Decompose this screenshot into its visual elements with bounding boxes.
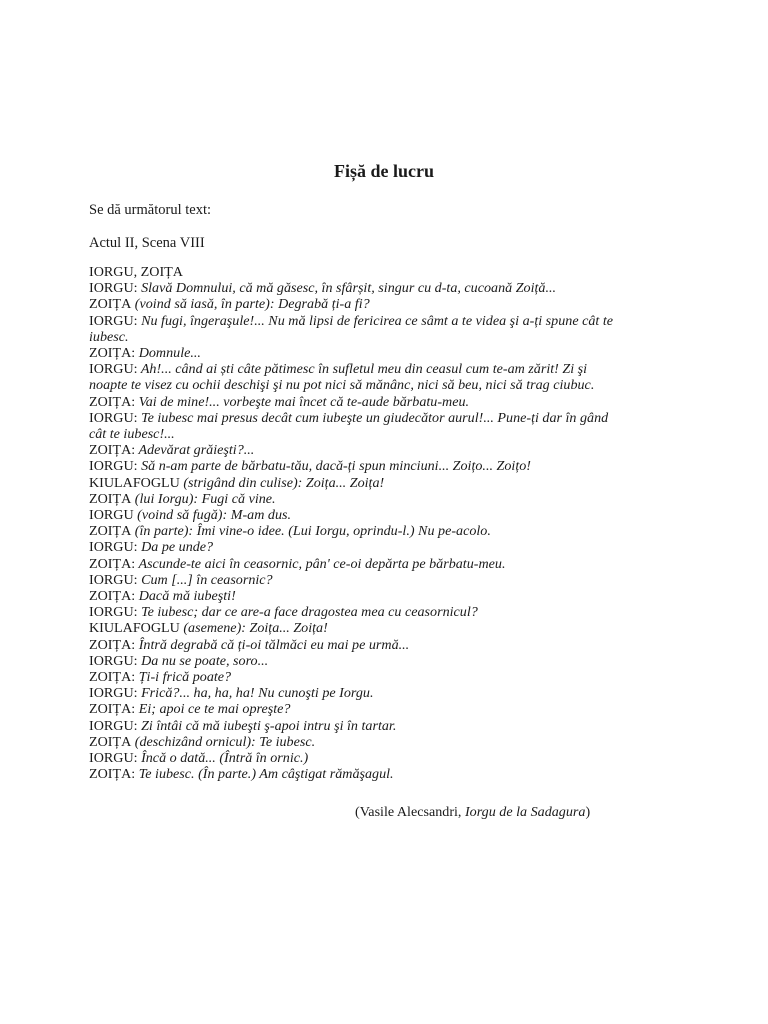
- dialogue-line: [89, 620, 619, 636]
- dialogue-line: [89, 604, 619, 620]
- speaker-name: IORGU:: [89, 717, 138, 734]
- citation-work-title: Iorgu de la Sadagura: [464, 804, 586, 820]
- line-text: Zi întâi că mă iubeşti ş-apoi intru şi în tartar.: [137, 717, 397, 734]
- dialogue-line: [89, 523, 619, 539]
- speaker-name: IORGU:: [89, 571, 138, 588]
- dialogue-line: [89, 572, 619, 588]
- line-text: Să n-am parte de bărbatu-tău, dacă-ți spun minciuni... Zoițo... Zoițo!: [137, 458, 531, 475]
- speaker-name: IORGU:: [89, 604, 138, 621]
- dialogue-line: [89, 491, 619, 507]
- line-text: (voind să fugă): M-am dus.: [133, 507, 291, 524]
- speaker-name: ZOIȚA:: [89, 393, 136, 410]
- speaker-name: ZOIȚA:: [89, 636, 136, 653]
- speaker-name: IORGU:: [89, 361, 138, 378]
- line-text: (strigând din culise): Zoița... Zoița!: [179, 474, 385, 491]
- dialogue-line: [89, 264, 619, 280]
- line-text: Da pe unde?: [137, 539, 214, 556]
- speaker-name: ZOIȚA:: [89, 588, 136, 605]
- dialogue-line: [89, 442, 619, 458]
- dialogue-line: [89, 556, 619, 572]
- speaker-name: IORGU:: [89, 458, 138, 475]
- dialogue-line: [89, 361, 619, 393]
- dialogue-line: [89, 701, 619, 717]
- line-text: Frică?... ha, ha, ha! Nu cunoşti pe Iorgu.: [137, 685, 374, 702]
- speaker-name: ZOIȚA: [89, 490, 132, 507]
- speaker-name: IORGU, ZOIȚA: [89, 264, 183, 280]
- citation-close: ): [585, 804, 591, 820]
- dialogue-line: [89, 458, 619, 474]
- speaker-name: IORGU:: [89, 750, 138, 767]
- line-text: Adevărat grăieşti?...: [135, 442, 255, 459]
- line-text: Cum [...] în ceasornic?: [137, 571, 273, 588]
- dialogue-line: [89, 669, 619, 685]
- dialogue-line: [89, 766, 619, 782]
- speaker-name: ZOIȚA:: [89, 701, 136, 718]
- speaker-name: IORGU:: [89, 652, 138, 669]
- speaker-name: ZOIȚA:: [89, 766, 136, 783]
- speaker-name: IORGU:: [89, 539, 138, 556]
- dialogue-line: [89, 475, 619, 491]
- speaker-name: ZOIȚA: [89, 523, 132, 540]
- line-text: (în parte): Îmi vine-o idee. (Lui Iorgu, oprindu-l.) Nu pe-acolo.: [131, 523, 491, 540]
- line-text: Da nu se poate, soro...: [137, 652, 269, 669]
- page-title: Fișă de lucru: [333, 161, 434, 181]
- line-text: (asemene): Zoița... Zoița!: [179, 620, 328, 637]
- speaker-name: ZOIȚA:: [89, 442, 136, 459]
- line-text: Încă o dată... (Întră în ornic.): [137, 750, 309, 767]
- dialogue-line: [89, 750, 619, 766]
- speaker-name: ZOIȚA: [89, 733, 132, 750]
- line-text: Ah!... când ai ști câte pătimesc în sufletul meu din ceasul cum te-am zărit! Zi şi noapte te visez cu ochii deschişi şi nu pot nici să mănânc, nici să beu, nici să trag ciubuc.: [89, 361, 595, 394]
- speaker-name: ZOIȚA:: [89, 345, 136, 362]
- dialogue-line: [89, 345, 619, 361]
- line-text: (deschizând ornicul): Te iubesc.: [131, 733, 316, 750]
- dialogue-line: [89, 539, 619, 555]
- speaker-name: IORGU:: [89, 409, 138, 426]
- line-text: (lui Iorgu): Fugi că vine.: [131, 490, 276, 507]
- line-text: Nu fugi, îngeraşule!... Nu mă lipsi de fericirea ce sâmt a te videa şi a-ți spune cât te iubesc.: [89, 312, 614, 345]
- line-text: Ți-i frică poate?: [135, 669, 232, 686]
- dialogue-line: [89, 685, 619, 701]
- speaker-name: KIULAFOGLU: [89, 474, 180, 491]
- line-text: Întră degrabă că ți-oi tălmăci eu mai pe urmă...: [135, 636, 410, 653]
- dialogue-excerpt: [89, 264, 619, 783]
- line-text: Ei; apoi ce te mai opreşte?: [135, 701, 291, 718]
- line-text: Te iubesc; dar ce are-a face dragostea mea cu ceasornicul?: [137, 604, 478, 621]
- dialogue-line: [89, 734, 619, 750]
- dialogue-line: [89, 280, 619, 296]
- line-text: (voind să iasă, în parte): Degrabă ți-a fi?: [131, 296, 370, 313]
- line-text: Te iubesc. (În parte.) Am câştigat rămăşagul.: [135, 766, 394, 783]
- line-text: Te iubesc mai presus decât cum iubeşte un giudecător aurul!... Pune-ți dar în gând cât te iubesc!...: [89, 409, 609, 443]
- act-scene-heading: Actul II, Scena VIII: [89, 235, 205, 251]
- dialogue-line: [89, 313, 619, 345]
- line-text: Dacă mă iubeşti!: [135, 588, 236, 605]
- citation-author: (Vasile Alecsandri,: [355, 804, 465, 820]
- speaker-name: KIULAFOGLU: [89, 620, 180, 637]
- speaker-name: IORGU: [89, 507, 134, 524]
- speaker-name: IORGU:: [89, 685, 138, 702]
- line-text: Ascunde-te aici în ceasornic, pân' ce-oi depărta pe bărbatu-meu.: [135, 555, 506, 572]
- speaker-name: ZOIȚA:: [89, 669, 136, 686]
- source-citation: [355, 804, 590, 821]
- dialogue-line: [89, 588, 619, 604]
- dialogue-line: [89, 296, 619, 312]
- dialogue-line: [89, 637, 619, 653]
- dialogue-line: [89, 394, 619, 410]
- dialogue-line: [89, 507, 619, 523]
- speaker-name: IORGU:: [89, 280, 138, 297]
- speaker-name: ZOIȚA:: [89, 555, 136, 572]
- dialogue-line: [89, 410, 619, 442]
- line-text: Slavă Domnului, că mă găsesc, în sfârșit, singur cu d-ta, cucoană Zoiță...: [137, 280, 557, 297]
- speaker-name: IORGU:: [89, 312, 138, 329]
- dialogue-line: [89, 653, 619, 669]
- intro-text: Se dă următorul text:: [89, 202, 212, 218]
- speaker-name: ZOIȚA: [89, 296, 132, 313]
- line-text: Vai de mine!... vorbeşte mai încet că te-aude bărbatu-meu.: [135, 393, 470, 410]
- line-text: Domnule...: [135, 345, 201, 362]
- dialogue-line: [89, 718, 619, 734]
